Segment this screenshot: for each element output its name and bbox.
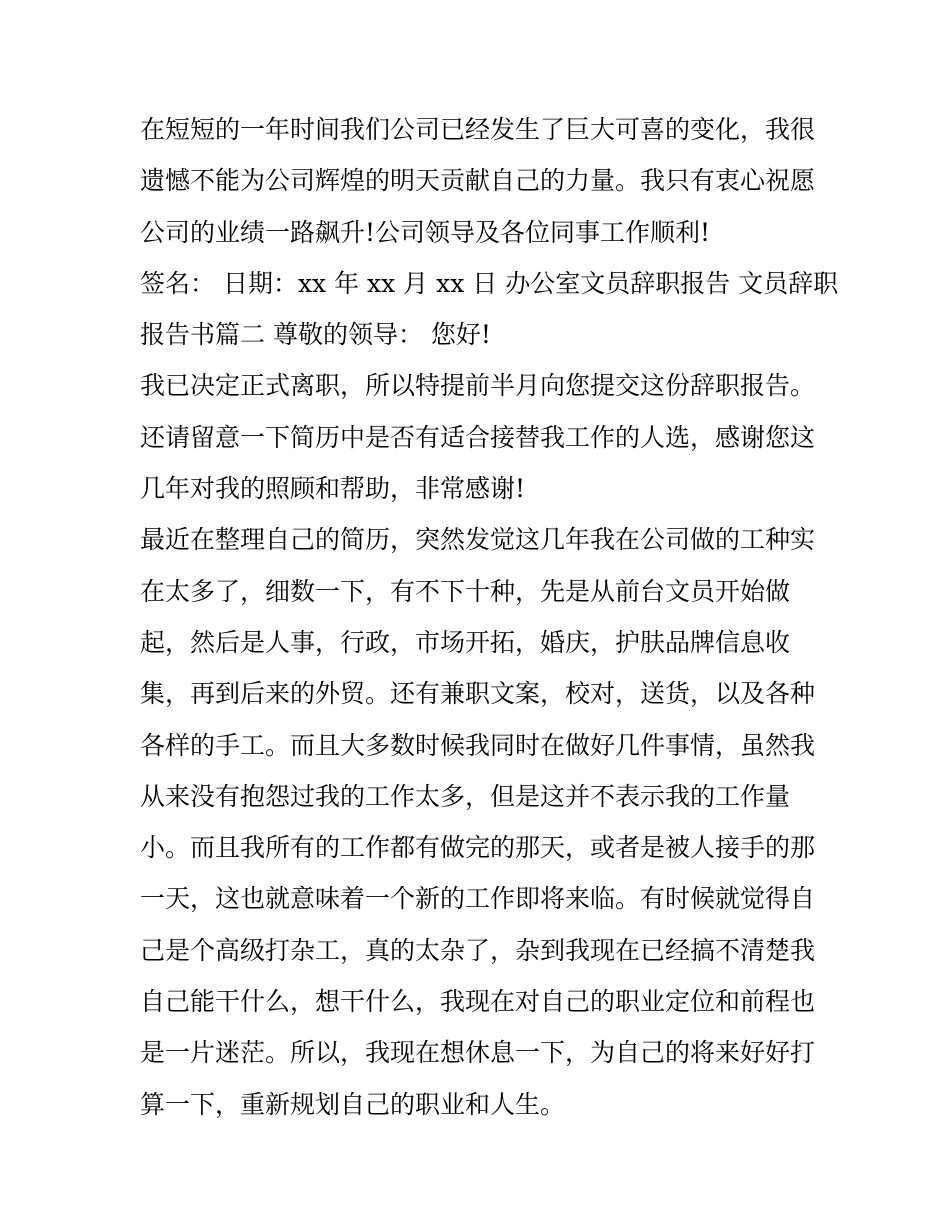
text-line-15: 小。而且我所有的工作都有做完的那天，或者是被人接手的那: [140, 833, 816, 863]
text-line-14: 从来没有抱怨过我的工作太多，但是这并不表示我的工作量: [140, 781, 791, 811]
text-line-19: 是一片迷茫。所以，我现在想休息一下，为自己的将来好好打: [140, 1038, 816, 1068]
text-line-18: 自己能干什么，想干什么，我现在对自己的职业定位和前程也: [140, 987, 816, 1017]
text-line-3: 公司的业绩一路飙升!公司领导及各位同事工作顺利!: [140, 217, 711, 247]
text-line-1: 在短短的一年时间我们公司已经发生了巨大可喜的变化，我很: [140, 115, 816, 144]
text-line-2: 遗憾不能为公司辉煌的明天贡献自己的力量。我只有衷心祝愿: [140, 166, 816, 196]
text-line-10: 在太多了，细数一下，有不下十种，先是从前台文员开始做: [140, 576, 791, 606]
text-line-16: 一天，这也就意味着一个新的工作即将来临。有时候就觉得自: [140, 884, 816, 914]
text-line-8: 几年对我的照顾和帮助，非常感谢!: [140, 474, 526, 504]
text-line-13: 各样的手工。而且大多数时候我同时在做好几件事情，虽然我: [140, 730, 816, 760]
text-line-20: 算一下，重新规划自己的职业和人生。: [140, 1089, 566, 1119]
text-line-12: 集，再到后来的外贸。还有兼职文案，校对，送货，以及各种: [140, 679, 816, 709]
text-line-6: 我已决定正式离职，所以特提前半月向您提交这份辞职报告。: [140, 371, 816, 401]
text-line-4: 签名： 日期：xx 年 xx 月 xx 日 办公室文员辞职报告 文员辞职: [140, 268, 839, 298]
document-body: [140, 104, 839, 1130]
text-line-17: 己是个高级打杂工，真的太杂了，杂到我现在已经搞不清楚我: [140, 935, 816, 965]
text-line-11: 起，然后是人事，行政，市场开拓，婚庆，护肤品牌信息收: [140, 627, 791, 657]
text-line-9: 最近在整理自己的简历，突然发觉这几年我在公司做的工种实: [140, 525, 816, 555]
text-line-5: 报告书篇二 尊敬的领导： 您好!: [140, 320, 491, 350]
text-line-7: 还请留意一下简历中是否有适合接替我工作的人选，感谢您这: [140, 422, 816, 452]
